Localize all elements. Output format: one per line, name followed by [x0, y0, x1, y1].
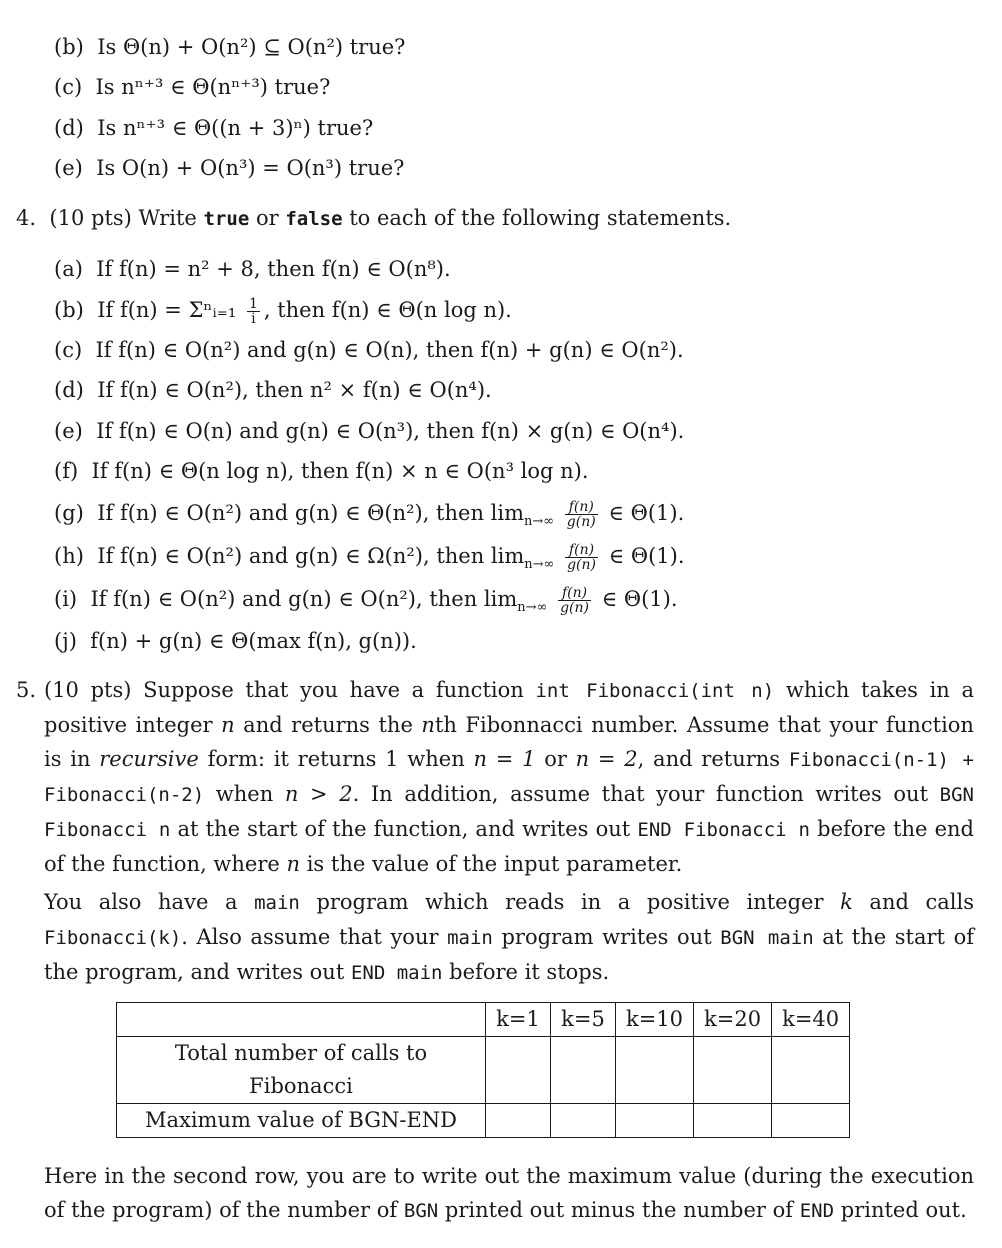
table-header-cell: k=20 [694, 1003, 772, 1037]
answer-table [116, 1002, 850, 1138]
table-answer-cell[interactable] [772, 1037, 850, 1104]
table-answer-cell[interactable] [551, 1104, 616, 1138]
q5-number: 5. [16, 678, 37, 702]
q4-item-h: (h) If f(n) ∈ O(n²) and g(n) ∈ Ω(n²), then $\lim_{n\to\infty}$ $\frac{f(n)}{g(n)}$ ∈ Θ(1). [54, 542, 685, 573]
table-answer-cell[interactable] [486, 1104, 551, 1138]
fraction: $\frac{1}{i}$ [248, 296, 258, 327]
table-header-cell: k=1 [486, 1003, 551, 1037]
fraction: $\frac{f(n)}{g(n)}$ [567, 542, 596, 573]
table-answer-cell[interactable] [616, 1104, 694, 1138]
table-answer-cell[interactable] [694, 1037, 772, 1104]
q5-paragraph-1: (10 pts) Suppose that you have a function int Fibonacci(int n) which takes in a positive integer n and returns the nth Fibonnacci number. Assume that your function is in recursive form: it returns 1 when n = 1 or n = 2, and returns Fibonacci(n-1) + Fibonacci(n-2) when n > 2. In addition, assume that your function writes out BGN Fibonacci n at the start of the function, and writes out END Fibonacci n before the end of the function, where n is the value of the input parameter. [44, 678, 974, 876]
table-header-cell: k=10 [616, 1003, 694, 1037]
table-answer-cell[interactable] [694, 1104, 772, 1138]
fraction: $\frac{f(n)}{g(n)}$ [560, 585, 589, 616]
table-row-label: Maximum value of BGN-END [117, 1104, 486, 1138]
fraction: $\frac{f(n)}{g(n)}$ [566, 499, 596, 530]
q3-item-e: (e) Is O(n) + O(n³) = O(n³) true? [54, 156, 405, 180]
q4-item-f: (f) If f(n) ∈ Θ(n log n), then f(n) × n ∈ O(n³ log n). [54, 459, 589, 483]
table-answer-cell[interactable] [551, 1037, 616, 1104]
table-answer-cell[interactable] [616, 1037, 694, 1104]
q3-item-c: (c) Is nⁿ⁺³ ∈ Θ(nⁿ⁺³) true? [54, 75, 331, 99]
table-answer-cell[interactable] [772, 1104, 850, 1138]
q4-item-i: (i) If f(n) ∈ O(n²) and g(n) ∈ O(n²), then $\lim_{n\to\infty}$ $\frac{f(n)}{g(n)}$ ∈ Θ(1). [54, 585, 678, 616]
q4-item-g: (g) If f(n) ∈ O(n²) and g(n) ∈ Θ(n²), then $\lim_{n\to\infty}$ $\frac{f(n)}{g(n)}$ ∈ Θ(1). [54, 499, 685, 530]
table-header-row [117, 1003, 850, 1037]
q4-item-j: (j) f(n) + g(n) ∈ Θ(max f(n), g(n)). [54, 629, 417, 653]
q4-item-e: (e) If f(n) ∈ O(n) and g(n) ∈ O(n³), then f(n) × g(n) ∈ O(n⁴). [54, 419, 685, 443]
q5-paragraph-2: You also have a main program which reads in a positive integer k and calls Fibonacci(k). Also assume that your main program writes out BGN main at the start of the program, and writes out END main before it stops. [44, 890, 974, 984]
table-row [117, 1104, 850, 1138]
table-row-label: Total number of calls to Fibonacci [117, 1037, 486, 1104]
table-corner-cell [117, 1003, 486, 1037]
q4-item-b: (b) If f(n) = Σⁿᵢ₌₁ $\frac{1}{i}$ , then f(n) ∈ Θ(n log n). [54, 296, 512, 327]
q4-item-a: (a) If f(n) = n² + 8, then f(n) ∈ O(n⁸). [54, 257, 451, 281]
table-row [117, 1037, 850, 1104]
q4-item-d: (d) If f(n) ∈ O(n²), then n² × f(n) ∈ O(n⁴). [54, 378, 492, 402]
q3-item-b: (b) Is Θ(n) + O(n²) ⊆ O(n²) true? [54, 35, 406, 59]
table-answer-cell[interactable] [486, 1037, 551, 1104]
q4-item-c: (c) If f(n) ∈ O(n²) and g(n) ∈ O(n), then f(n) + g(n) ∈ O(n²). [54, 338, 684, 362]
table-header-cell: k=40 [772, 1003, 850, 1037]
table-header-cell: k=5 [551, 1003, 616, 1037]
q5-paragraph-3: Here in the second row, you are to write out the maximum value (during the execution of the program) of the number of BGN printed out minus the number of END printed out. [44, 1164, 974, 1222]
q4-heading: 4. (10 pts) Write true or false to each of the following statements. [16, 206, 732, 230]
q3-item-d: (d) Is nⁿ⁺³ ∈ Θ((n + 3)ⁿ) true? [54, 116, 374, 140]
